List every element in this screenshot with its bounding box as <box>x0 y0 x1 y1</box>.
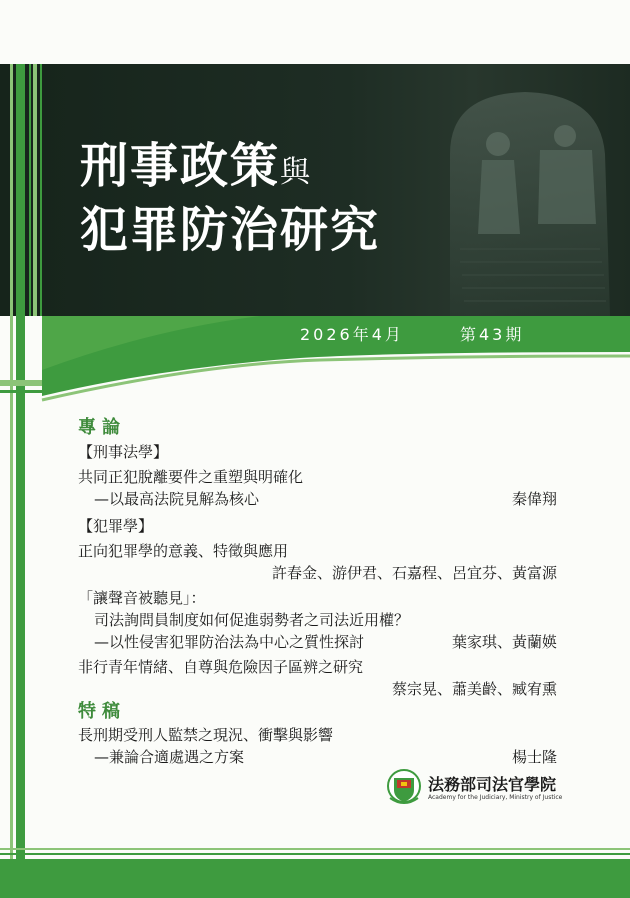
left-stripe <box>16 64 25 859</box>
article-subtitle: —以最高法院見解為核心 <box>94 490 260 508</box>
issue-date: 2026年4月 <box>300 325 404 344</box>
bottom-stripe <box>0 848 630 850</box>
left-stripe <box>33 64 37 316</box>
article-title: 司法詢問員制度如何促進弱勢者之司法近用權？ <box>94 611 410 629</box>
article-authors: 葉家琪、黃蘭媖 <box>451 633 557 651</box>
section-heading-feature: 特稿 <box>78 701 126 722</box>
category-criminal-law: 【刑事法學】 <box>78 443 169 461</box>
issue-number: 第43期 <box>460 325 525 344</box>
section-heading-special: 專論 <box>78 417 126 438</box>
left-stripe <box>29 64 31 316</box>
article-lead: 「讓聲音被聽見」： <box>78 589 206 607</box>
article-title: 長刑期受刑人監禁之現況、衝擊與影響 <box>78 726 334 744</box>
journal-title-line-1 <box>80 138 313 194</box>
article-authors: 楊士隆 <box>511 748 557 766</box>
journal-title-line-2: 犯罪防治研究 <box>80 202 381 258</box>
article-authors: 秦偉翔 <box>511 490 557 508</box>
article-subtitle: —以性侵害犯罪防治法為中心之質性探討 <box>94 633 365 651</box>
title-small-character: 與 <box>280 155 313 190</box>
stele-image-icon <box>420 84 630 316</box>
article-subtitle: —兼論合適處遇之方案 <box>94 748 245 766</box>
article-authors: 蔡宗晃、蕭美齡、臧宥熏 <box>391 680 557 698</box>
green-wedge <box>0 300 630 410</box>
publisher-name: 法務部司法官學院 <box>428 775 557 794</box>
article-authors: 許春金、游伊君、石嘉程、呂宜芬、黃富源 <box>271 564 557 582</box>
left-stripe <box>40 64 42 316</box>
bottom-band <box>0 859 630 898</box>
article-title: 正向犯罪學的意義、特徵與應用 <box>78 542 289 560</box>
article-title: 非行青年情緒、自尊與危險因子區辨之研究 <box>78 658 364 676</box>
academy-emblem-icon <box>386 768 422 808</box>
article-title: 共同正犯脫離要件之重塑與明確化 <box>78 468 304 486</box>
bottom-stripe <box>0 853 630 855</box>
title-main-part: 刑事政策 <box>80 138 281 194</box>
left-stripe <box>10 64 13 859</box>
category-criminology: 【犯罪學】 <box>78 517 154 535</box>
publisher-name-english: Academy for the Judiciary, Ministry of Justice <box>428 794 563 801</box>
